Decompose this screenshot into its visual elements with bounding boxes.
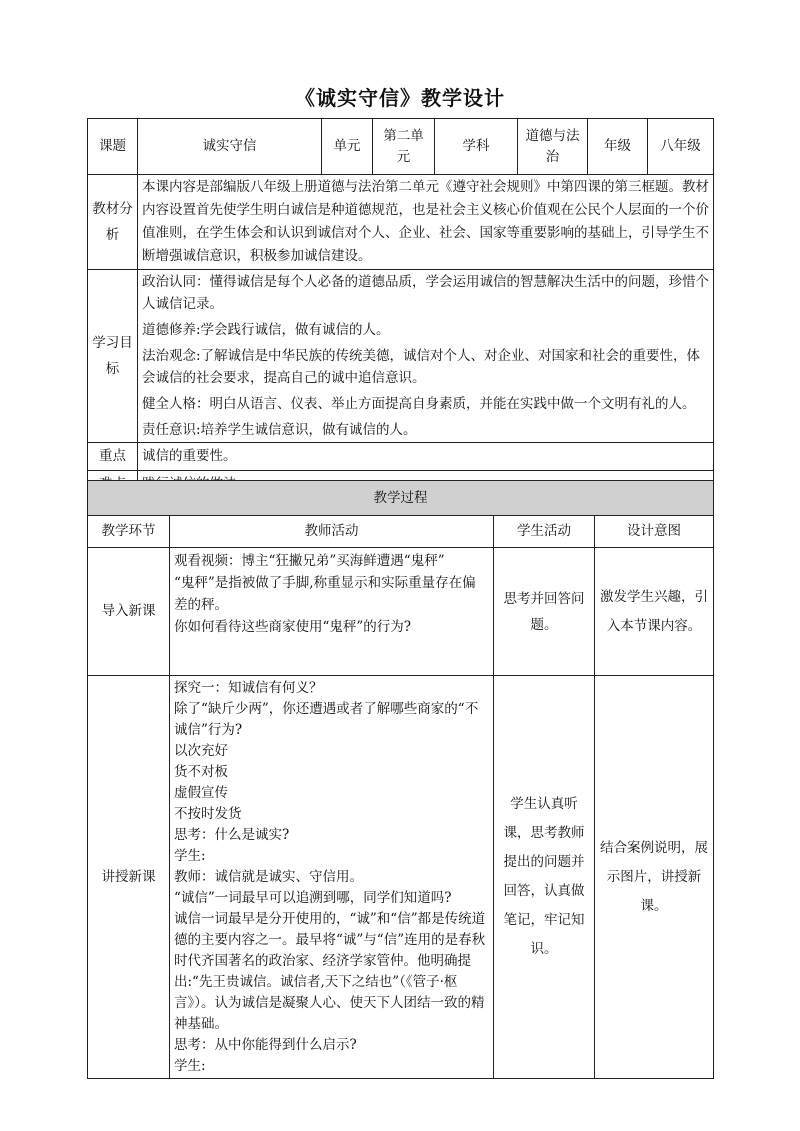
analysis-row — [88, 175, 714, 270]
lecture-student: 学生认真听课，思考教师提出的问题并回答，认真做笔记，牢记知识。 — [494, 676, 595, 1079]
goal-item: 政治认同：懂得诚信是每个人必备的道德品质，学会运用诚信的智慧解决生活中的问题，珍惜个人诚信记录。 — [142, 274, 709, 312]
teacher-line: “诚信”一词最早可以追溯到哪，同学们知道吗? — [174, 890, 452, 906]
teacher-line: 虚假宣传 — [174, 785, 228, 801]
intro-intent: 激发学生兴趣，引入本节课内容。 — [595, 548, 714, 676]
intro-teacher — [170, 548, 494, 676]
xueke-value: 道德与法治 — [518, 119, 588, 175]
nianji-value: 八年级 — [648, 119, 714, 175]
process-table — [87, 480, 714, 1079]
goals-label: 学习目标 — [88, 270, 138, 443]
lecture-stage: 讲授新课 — [88, 676, 170, 1079]
goal-item: 健全人格：明白从语言、仪表、举止方面提高自身素质，并能在实践中做一个文明有礼的人。 — [142, 396, 696, 412]
xueke-label: 学科 — [435, 119, 518, 175]
process-header-row — [88, 481, 714, 516]
teacher-line: 思考：什么是诚实? — [174, 827, 290, 843]
process-columns-row — [88, 516, 714, 548]
goals-row — [88, 270, 714, 443]
nianji-label: 年级 — [588, 119, 648, 175]
goal-item: 责任意识:培养学生诚信意识，做有诚信的人。 — [142, 422, 417, 438]
teacher-line: 教师：诚信就是诚实、守信用。 — [174, 869, 363, 885]
teacher-line: “鬼秤”是指被做了手脚,称重显示和实际重量存在偏差的秤。 — [174, 575, 476, 613]
page-title: 《诚实守信》教学设计 — [295, 86, 505, 110]
teacher-line: 不按时发货 — [174, 806, 242, 822]
teacher-line: 货不对板 — [174, 764, 228, 780]
lecture-row — [88, 676, 714, 1079]
lecture-teacher — [170, 676, 494, 1079]
teacher-line: 观看视频：博主“狂撇兄弟”买海鲜遭遇“鬼秤” — [174, 553, 445, 569]
process-header: 教学过程 — [88, 481, 714, 516]
teacher-line: 学生: — [174, 1058, 206, 1074]
column-header: 设计意图 — [595, 516, 714, 548]
analysis-label: 教材分析 — [88, 175, 138, 270]
column-header: 学生活动 — [494, 516, 595, 548]
lecture-intent: 结合案例说明，展示图片，讲授新课。 — [595, 676, 714, 1079]
intro-student: 思考并回答问题。 — [494, 548, 595, 676]
keti-label: 课题 — [88, 119, 138, 175]
teacher-line: 探究一：知诚信有何义？ — [174, 680, 323, 696]
key-point-label: 重点 — [88, 443, 138, 471]
goal-item: 道德修养:学会践行诚信，做有诚信的人。 — [142, 322, 390, 338]
teacher-line: 以次充好 — [174, 743, 228, 759]
analysis-text: 本课内容是部编版八年级上册道德与法治第二单元《遵守社会规则》中第四课的第三框题。教材内容设置首先使学生明白诚信是种道德规范，也是社会主义核心价值观在公民个人层面的一个价值准则，在学生体会和认识到诚信对个人、企业、社会、国家等重要影响的基础上，引导学生不断增强诚信意识，积极参加诚信建设。 — [138, 175, 714, 270]
info-table — [87, 118, 714, 499]
teacher-line: 学生: — [174, 848, 206, 864]
goal-item: 法治观念:了解诚信是中华民族的传统美德，诚信对个人、对企业、对国家和社会的重要性，体会诚信的社会要求，提高自己的诚中追信意识。 — [142, 348, 701, 386]
keti-value: 诚实守信 — [138, 119, 322, 175]
teacher-line: 思考：从中你能得到什么启示? — [174, 1037, 357, 1053]
key-point-row — [88, 443, 714, 471]
column-header: 教师活动 — [170, 516, 494, 548]
teacher-line: 诚信一词最早是分开使用的，“诚”和“信”都是传统道德的主要内容之一。最早将“诚”与“信”连用的是春秋时代齐国著名的政治家、经济学家管仲。他明确提出:“先王贵诚信。诚信者,天下之结也”（《管子·枢言》）。认为诚信是凝聚人心、使天下人团结一致的精神基础。 — [174, 911, 486, 1032]
teacher-line: 你如何看待这些商家使用“鬼秤”的行为? — [174, 619, 412, 635]
column-header: 教学环节 — [88, 516, 170, 548]
teacher-line: 除了“缺斤少两”，你还遭遇或者了解哪些商家的“不诚信”行为? — [174, 701, 479, 738]
danyuan-label: 单元 — [322, 119, 373, 175]
key-point-text: 诚信的重要性。 — [138, 443, 714, 471]
intro-stage: 导入新课 — [88, 548, 170, 676]
intro-row — [88, 548, 714, 676]
info-row — [88, 119, 714, 175]
goals-cell — [138, 270, 714, 443]
danyuan-value: 第二单元 — [373, 119, 435, 175]
